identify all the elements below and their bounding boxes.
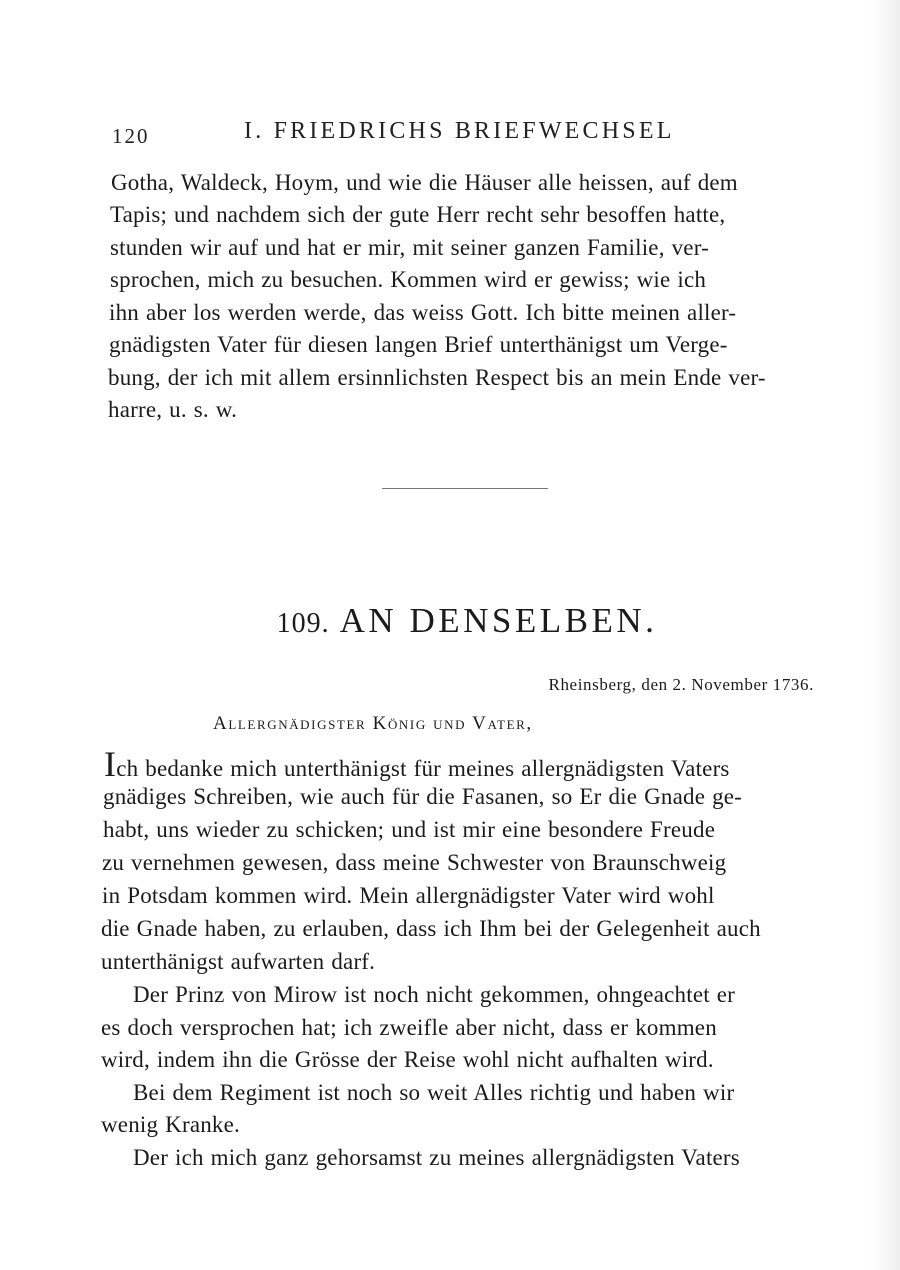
text-line: in Potsdam kommen wird. Mein allergnädigster Vater wird wohl [102,883,715,908]
text-line: unterthänigst aufwarten darf. [101,949,376,974]
letter-salutation: Allergnädigster König und Vater, [213,713,533,734]
letter-number: 109. [276,608,330,639]
text-line: sprochen, mich zu besuchen. Kommen wird er gewiss; wie ich [110,267,707,292]
text-line: stunden wir auf und hat er mir, mit seiner ganzen Familie, ver- [110,235,709,260]
drop-cap: I [104,744,117,784]
text-line: zu vernehmen gewesen, dass meine Schwester von Braunschweig [102,850,727,875]
text-line: Bei dem Regiment ist noch so weit Alles richtig und haben wir [133,1080,735,1105]
text-line: Tapis; und nachdem sich der gute Herr recht sehr besoffen hatte, [110,202,726,227]
text-line: bung, der ich mit allem ersinnlichsten Respect bis an mein Ende ver- [108,365,766,390]
text-line: Der Prinz von Mirow ist noch nicht gekommen, ohngeachtet er [133,982,736,1007]
letter-title: AN DENSELBEN. [339,601,658,640]
text-line: wenig Kranke. [101,1112,240,1137]
text-line: Der ich mich ganz gehorsamst zu meines allergnädigsten Vaters [133,1145,740,1170]
text-line-first [104,746,730,782]
text-line: gnädiges Schreiben, wie auch für die Fasanen, so Er die Gnade ge- [103,784,743,809]
running-title: I. FRIEDRICHS BRIEFWECHSEL [244,118,675,144]
page-number: 120 [112,124,150,148]
letter-heading [0,601,900,641]
text-line: Gotha, Waldeck, Hoym, und wie die Häuser alle heissen, auf dem [111,170,738,195]
text-line: die Gnade haben, zu erlauben, dass ich Ihm bei der Gelegenheit auch [101,916,761,941]
section-divider [382,488,548,489]
letter-dateline: Rheinsberg, den 2. November 1736. [548,675,814,694]
text-line: ihn aber los werden werde, das weiss Gott. Ich bitte meinen aller- [109,300,737,325]
running-head [112,118,712,148]
text-line: harre, u. s. w. [108,397,238,422]
text-line: es doch versprochen hat; ich zweifle aber nicht, dass er kommen [101,1015,717,1040]
text-line-content: ch bedanke mich unterthänigst für meines allergnädigsten Vaters [116,756,730,781]
text-line: habt, uns wieder zu schicken; und ist mir eine besondere Freude [103,817,716,842]
text-line: gnädigsten Vater für diesen langen Brief unterthänigst um Verge- [109,332,728,357]
text-line: wird, indem ihn die Grösse der Reise wohl nicht aufhalten wird. [101,1047,714,1072]
